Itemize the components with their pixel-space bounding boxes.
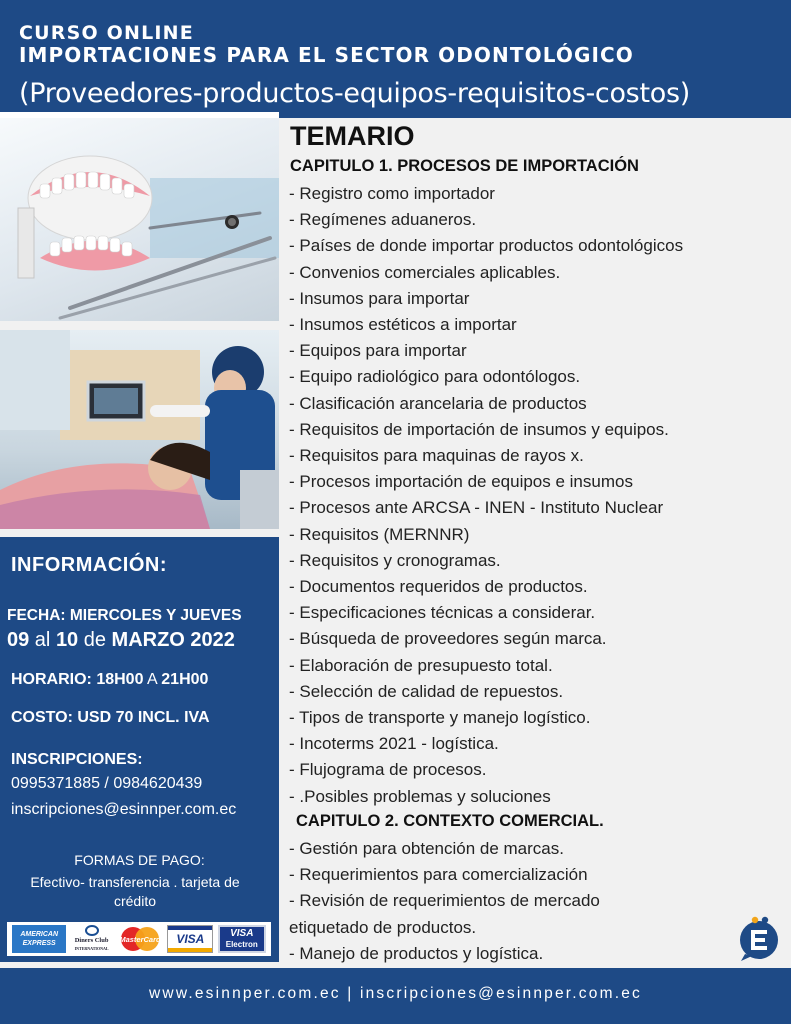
inscripciones-label: INSCRIPCIONES: bbox=[11, 751, 143, 768]
esinnper-logo-icon bbox=[737, 912, 783, 962]
topic-item: - Procesos importación de equipos e insumos bbox=[289, 472, 633, 492]
topic-item: etiquetado de productos. bbox=[289, 917, 477, 937]
topic-item: - Requisitos (MERNNR) bbox=[289, 524, 470, 544]
pago-description: Efectivo- transferencia . tarjeta de crédito bbox=[30, 874, 240, 909]
topic-item: - Convenios comerciales aplicables. bbox=[289, 262, 561, 282]
info-title: INFORMACIÓN: bbox=[11, 554, 167, 576]
horario bbox=[11, 671, 208, 689]
topic-item: - Registro como importador bbox=[289, 184, 495, 203]
course-title: IMPORTACIONES PARA EL SECTOR ODONTOLÓGICO bbox=[19, 43, 634, 67]
horario-a: A bbox=[143, 671, 162, 688]
mastercard-label: MasterCard bbox=[119, 934, 161, 944]
topic-item: - Insumos para importar bbox=[289, 288, 470, 308]
chapter-2-title: CAPITULO 2. CONTEXTO COMERCIAL. bbox=[296, 812, 604, 830]
footer bbox=[0, 968, 791, 1024]
fecha-al: al bbox=[29, 629, 56, 651]
inscripciones-email[interactable]: inscripciones@esinnper.com.ec bbox=[11, 801, 237, 818]
topic-item: - Insumos estéticos a importar bbox=[289, 315, 517, 335]
topic-item: - Requisitos y cronogramas. bbox=[289, 550, 501, 570]
topic-item: - Flujograma de procesos. bbox=[289, 760, 487, 780]
topic-item: - Gestión para obtención de marcas. bbox=[289, 839, 564, 858]
amex-label: AMERICAN EXPRESS bbox=[20, 931, 59, 947]
horario-label: HORARIO: 18H00 bbox=[11, 671, 144, 688]
costo: COSTO: USD 70 INCL. IVA bbox=[11, 709, 210, 726]
fecha-dates bbox=[7, 629, 235, 652]
temario-title: TEMARIO bbox=[290, 121, 415, 151]
topic-item: - .Posibles problemas y soluciones bbox=[289, 786, 551, 806]
topic-item: - Tipos de transporte y manejo logístico. bbox=[289, 708, 591, 728]
esinnper-logo bbox=[737, 912, 783, 962]
topic-item: - Selección de calidad de repuestos. bbox=[289, 681, 564, 701]
inscripciones-phones[interactable]: 0995371885 / 0984620439 bbox=[11, 775, 203, 792]
topic-item: - Equipo radiológico para odontólogos. bbox=[289, 367, 581, 387]
topic-item: - Requisitos de importación de insumos y equipos. bbox=[289, 419, 669, 439]
course-type: CURSO ONLINE bbox=[19, 22, 194, 44]
topic-item: - Especificaciones técnicas a considerar. bbox=[289, 603, 596, 623]
visa-electron-bottom: Electron bbox=[225, 940, 258, 949]
chapter-1-topics bbox=[289, 181, 683, 810]
fecha-day-end: 10 bbox=[55, 629, 79, 651]
course-subtitle: (Proveedores-productos-equipos-requisitos-costos) bbox=[19, 78, 690, 109]
header-banner bbox=[0, 0, 791, 118]
dentist-patient-photo bbox=[0, 330, 279, 529]
topic-item: - Incoterms 2021 - logística. bbox=[289, 734, 499, 754]
topic-item: - Documentos requeridos de productos. bbox=[289, 577, 588, 597]
topic-item: - Búsqueda de proveedores según marca. bbox=[289, 629, 607, 649]
topic-item: - Equipos para importar bbox=[289, 341, 467, 361]
diners-sub-label: INTERNATIONAL bbox=[74, 946, 109, 951]
topic-item: - Regímenes aduaneros. bbox=[289, 210, 477, 230]
dentist-patient-illustration bbox=[0, 330, 279, 529]
fecha-day-start: 09 bbox=[7, 629, 30, 651]
visa-electron-top: VISA bbox=[230, 928, 254, 939]
payment-cards bbox=[7, 922, 271, 956]
topic-item: - Clasificación arancelaria de productos bbox=[289, 393, 587, 413]
chapter-1-title: CAPITULO 1. PROCESOS DE IMPORTACIÓN bbox=[290, 157, 639, 175]
topic-item: - Requisitos para maquinas de rayos x. bbox=[289, 446, 584, 466]
footer-contact[interactable]: www.esinnper.com.ec | inscripciones@esinnper.com.ec bbox=[149, 985, 642, 1002]
info-panel bbox=[0, 537, 279, 962]
fecha-label: FECHA: MIERCOLES Y JUEVES bbox=[7, 607, 242, 624]
mastercard-logo bbox=[117, 925, 163, 953]
dental-model-photo bbox=[0, 118, 279, 321]
fecha-de: de bbox=[78, 629, 112, 651]
diners-logo bbox=[71, 925, 113, 953]
visa-electron-logo bbox=[218, 925, 266, 953]
horario-end: 21H00 bbox=[161, 671, 209, 688]
diners-ring-icon bbox=[85, 925, 99, 936]
topic-item: - Requerimientos para comercialización bbox=[289, 865, 588, 885]
topic-item: - Elaboración de presupuesto total. bbox=[289, 655, 553, 675]
topic-item: - Procesos ante ARCSA - INEN - Instituto Nuclear bbox=[289, 498, 664, 518]
topic-item: - Países de donde importar productos odontológicos bbox=[289, 236, 684, 256]
topic-item: - Manejo de productos y logística. bbox=[289, 943, 544, 963]
diners-label: Diners Club bbox=[74, 937, 109, 944]
topic-item: - Revisión de requerimientos de mercado bbox=[289, 891, 600, 911]
amex-logo bbox=[12, 925, 66, 953]
chapter-2-topics bbox=[289, 836, 600, 967]
pago-label: FORMAS DE PAGO: bbox=[74, 852, 205, 868]
visa-label: VISA bbox=[176, 932, 205, 946]
dental-model-illustration bbox=[0, 118, 279, 321]
visa-logo bbox=[167, 925, 213, 953]
fecha-month-year: MARZO 2022 bbox=[111, 629, 235, 651]
